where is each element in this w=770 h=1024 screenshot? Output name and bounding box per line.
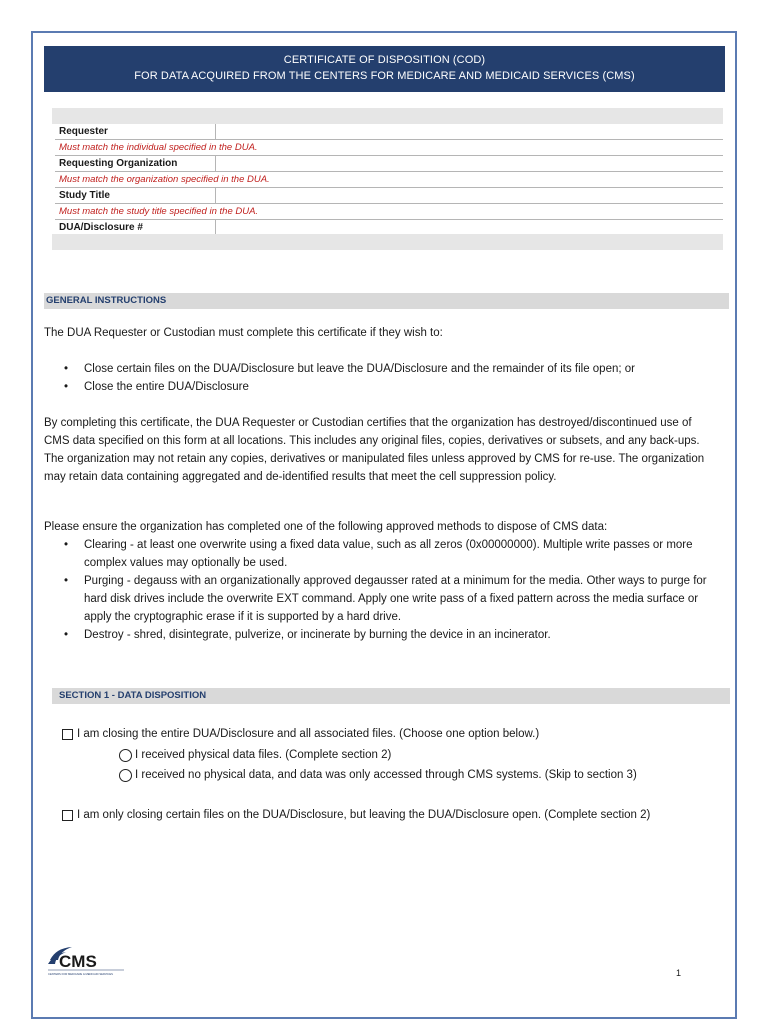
- list-item: • Destroy - shred, disintegrate, pulverize, or incinerate by burning the device in an incinerator.: [58, 626, 728, 644]
- certify-text: By completing this certificate, the DUA Requester or Custodian certifies that the organization has destroyed/discontinued use of CMS data specified on this form at all locations. This includes any original files, copies, derivatives or subsets, and any back-ups. The organization may not retain any copies, derivatives or manipulated files unless approved by CMS for re-use. The organization may retain data containing aggregated and de-identified results that meet the cell suppression policy.: [44, 417, 705, 483]
- close-entire-checkbox[interactable]: [62, 729, 73, 740]
- study-title-label: Study Title: [59, 190, 110, 201]
- methods-list: [58, 536, 728, 644]
- list-item: • Close certain files on the DUA/Disclosure but leave the DUA/Disclosure and the remainder of its file open; or: [58, 360, 728, 378]
- close-certain-label: I am only closing certain files on the DUA/Disclosure, but leaving the DUA/Disclosure open. (Complete section 2): [77, 809, 651, 821]
- table-top-band: [52, 108, 723, 124]
- close-certain-checkbox[interactable]: [62, 810, 73, 821]
- organization-field[interactable]: [215, 156, 216, 171]
- organization-row: [55, 156, 723, 172]
- form-subtitle: FOR DATA ACQUIRED FROM THE CENTERS FOR MEDICARE AND MEDICAID SERVICES (CMS): [134, 70, 635, 82]
- study-title-field[interactable]: [215, 188, 216, 203]
- no-physical-data-option[interactable]: [119, 767, 637, 783]
- physical-data-label: I received physical data files. (Complete section 2): [135, 749, 392, 761]
- section1-heading: SECTION 1 - DATA DISPOSITION: [52, 688, 730, 704]
- requester-row: [55, 124, 723, 140]
- cms-logo-text: CMS: [59, 952, 97, 971]
- list-item: • Clearing - at least one overwrite using a fixed data value, such as all zeros (0x00000000). Multiple write passes or more complex values may optionally be used.: [58, 536, 728, 572]
- dua-field[interactable]: [215, 220, 216, 235]
- no-physical-data-label: I received no physical data, and data was only accessed through CMS systems. (Skip to section 3): [135, 769, 637, 781]
- close-certain-option[interactable]: [62, 807, 650, 823]
- no-physical-data-radio[interactable]: [119, 769, 132, 782]
- organization-note: Must match the organization specified in the DUA.: [55, 172, 723, 188]
- physical-data-radio[interactable]: [119, 749, 132, 762]
- physical-data-option[interactable]: [119, 747, 391, 763]
- requester-field[interactable]: [215, 124, 216, 139]
- intro-text: The DUA Requester or Custodian must complete this certificate if they wish to:: [44, 327, 443, 339]
- page-number: 1: [676, 968, 682, 978]
- study-title-row: [55, 188, 723, 204]
- dua-label: DUA/Disclosure #: [59, 222, 143, 233]
- list-item: • Purging - degauss with an organizationally approved degausser rated at a minimum for the media. Other ways to purge for hard disk drives include the overwrite EXT command. Apply one write pass of a fixed pattern across the media surface or apply the cryptographic erase if it is supported by a hard drive.: [58, 572, 728, 626]
- list-item: • Close the entire DUA/Disclosure: [58, 378, 728, 396]
- table-bottom-band: [52, 234, 723, 250]
- form-title: CERTIFICATE OF DISPOSITION (COD): [283, 54, 486, 66]
- study-title-note: Must match the study title specified in the DUA.: [55, 204, 723, 220]
- organization-label: Requesting Organization: [59, 158, 178, 169]
- cms-logo: [46, 944, 126, 978]
- methods-intro: Please ensure the organization has completed one of the following approved methods to dispose of CMS data:: [44, 521, 608, 533]
- close-entire-label: I am closing the entire DUA/Disclosure and all associated files. (Choose one option below.): [77, 728, 540, 740]
- cms-logo-subtext: CENTERS FOR MEDICARE & MEDICAID SERVICES: [48, 973, 113, 976]
- close-entire-option[interactable]: [62, 726, 539, 742]
- requester-note: Must match the individual specified in the DUA.: [55, 140, 723, 156]
- close-options-list: [58, 360, 728, 396]
- requester-label: Requester: [59, 126, 108, 137]
- general-instructions-heading: GENERAL INSTRUCTIONS: [44, 293, 729, 309]
- form-title-banner: [44, 46, 725, 92]
- requester-table: [55, 124, 723, 236]
